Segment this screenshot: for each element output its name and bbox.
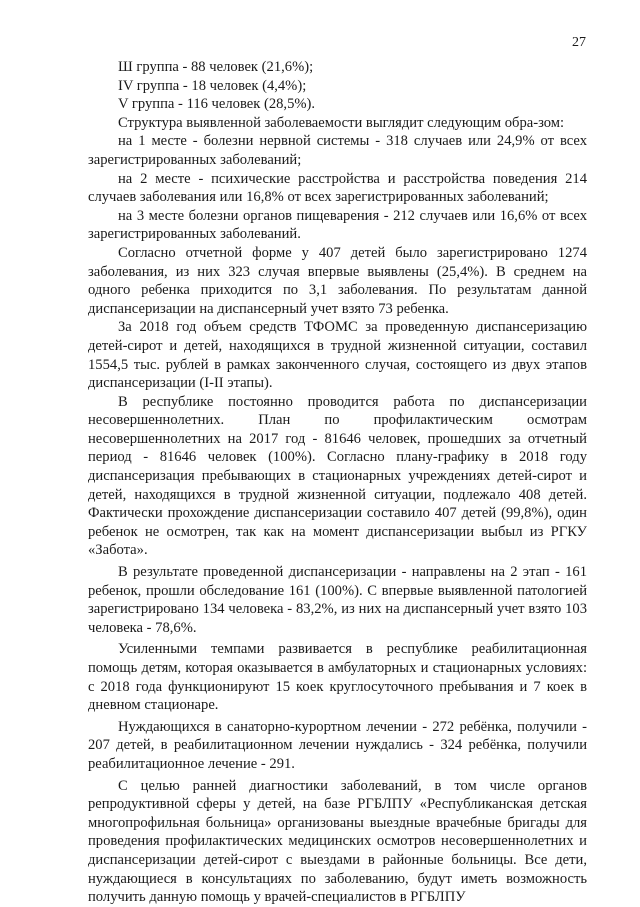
page-number: 27: [572, 35, 586, 50]
morbidity-rank-1: на 1 месте - болезни нервной системы - 318 случаев или 24,9% от всех зарегистрированных заболеваний;: [88, 133, 587, 168]
rehabilitation-paragraph: Усиленными темпами развивается в республике реабилитационная помощь детям, которая оказывается в амбулаторных и стационарных условиях: с 2018 года функционируют 15 коек круглосуточного пребывания и 7 коек в дневном стационаре.: [88, 641, 587, 714]
early-diagnostics-paragraph: С целью ранней диагностики заболеваний, в том числе органов репродуктивной сферы у детей, на базе РГБЛПУ «Республиканская детская многопрофильная больница» организованы выездные врачебные бригады для проведения профилактических медицинских осмотров несовершеннолетних и диспансеризации детей-сирот с выездами в районные больницы. Все дети, нуждающиеся в консультациях по заболеванию, будут иметь возможность получить данную помощь у врачей-специалистов в РГБЛПУ: [88, 777, 587, 906]
tfoms-funding-paragraph: За 2018 год объем средств ТФОМС за проведенную диспансеризацию детей-сирот и детей, находящихся в трудной жизненной ситуации, составил 1554,5 тыс. рублей в рамках законченного случая, состоящего из двух этапов диспансеризации (I-II этапы).: [88, 319, 587, 392]
morbidity-rank-3: на 3 месте болезни органов пищеварения - 212 случаев или 16,6% от всех зарегистрированных заболеваний.: [88, 207, 587, 243]
minors-dispensary-paragraph: В республике постоянно проводится работа по диспансеризации несовершеннолетних. План по профилактическим осмотрам несовершеннолетних на 2017 год - 81646 человек, прошедших за отчетный период - 81646 человек (100%). Согласно плану-графику в 2018 году диспансеризация пребывающих в стационарных учреждениях детей-сирот и детей, находящихся в трудной жизненной ситуации, подлежало 408 детей. Фактически прохождение диспансеризации составило 407 детей (99,8%), один ребенок не осмотрен, так как на момент диспансеризации выбыл из РГКУ «Забота».: [88, 393, 587, 559]
morbidity-rank-2: на 2 месте - психические расстройства и расстройства поведения 214 случаев заболевания или 16,8% от всех зарегистрированных заболеваний;: [88, 170, 587, 206]
health-group-3-line: Ш группа - 88 человек (21,6%);: [118, 59, 314, 75]
sanatorium-paragraph: Нуждающихся в санаторно-курортном лечении - 272 ребёнка, получили - 207 детей, в реабилитационном лечении нуждались - 324 ребёнка, получили реабилитационное лечение - 291.: [88, 718, 587, 772]
document-body: [88, 58, 587, 907]
morbidity-structure-intro: Структура выявленной заболеваемости выглядит следующим обра-зом:: [118, 114, 565, 131]
reporting-form-paragraph: Согласно отчетной форме у 407 детей было зарегистрировано 1274 заболевания, из них 323 случая впервые выявлены (25,4%). В среднем на одного ребенка приходится по 3,1 заболевания. По результатам данной диспансеризации на диспансерный учет взято 73 ребенка.: [88, 244, 587, 317]
health-group-4-line: IV группа - 18 человек (4,4%);: [118, 77, 307, 94]
dispensary-results-paragraph: В результате проведенной диспансеризации - направлены на 2 этап - 161 ребенок, прошли обследование 161 (100%). С впервые выявленной патологией зарегистрировано 134 человека - 83,2%, из них на диспансерный учет взято 103 человека - 78,6%.: [88, 564, 587, 636]
health-group-5-line: V группа - 116 человек (28,5%).: [118, 96, 316, 113]
